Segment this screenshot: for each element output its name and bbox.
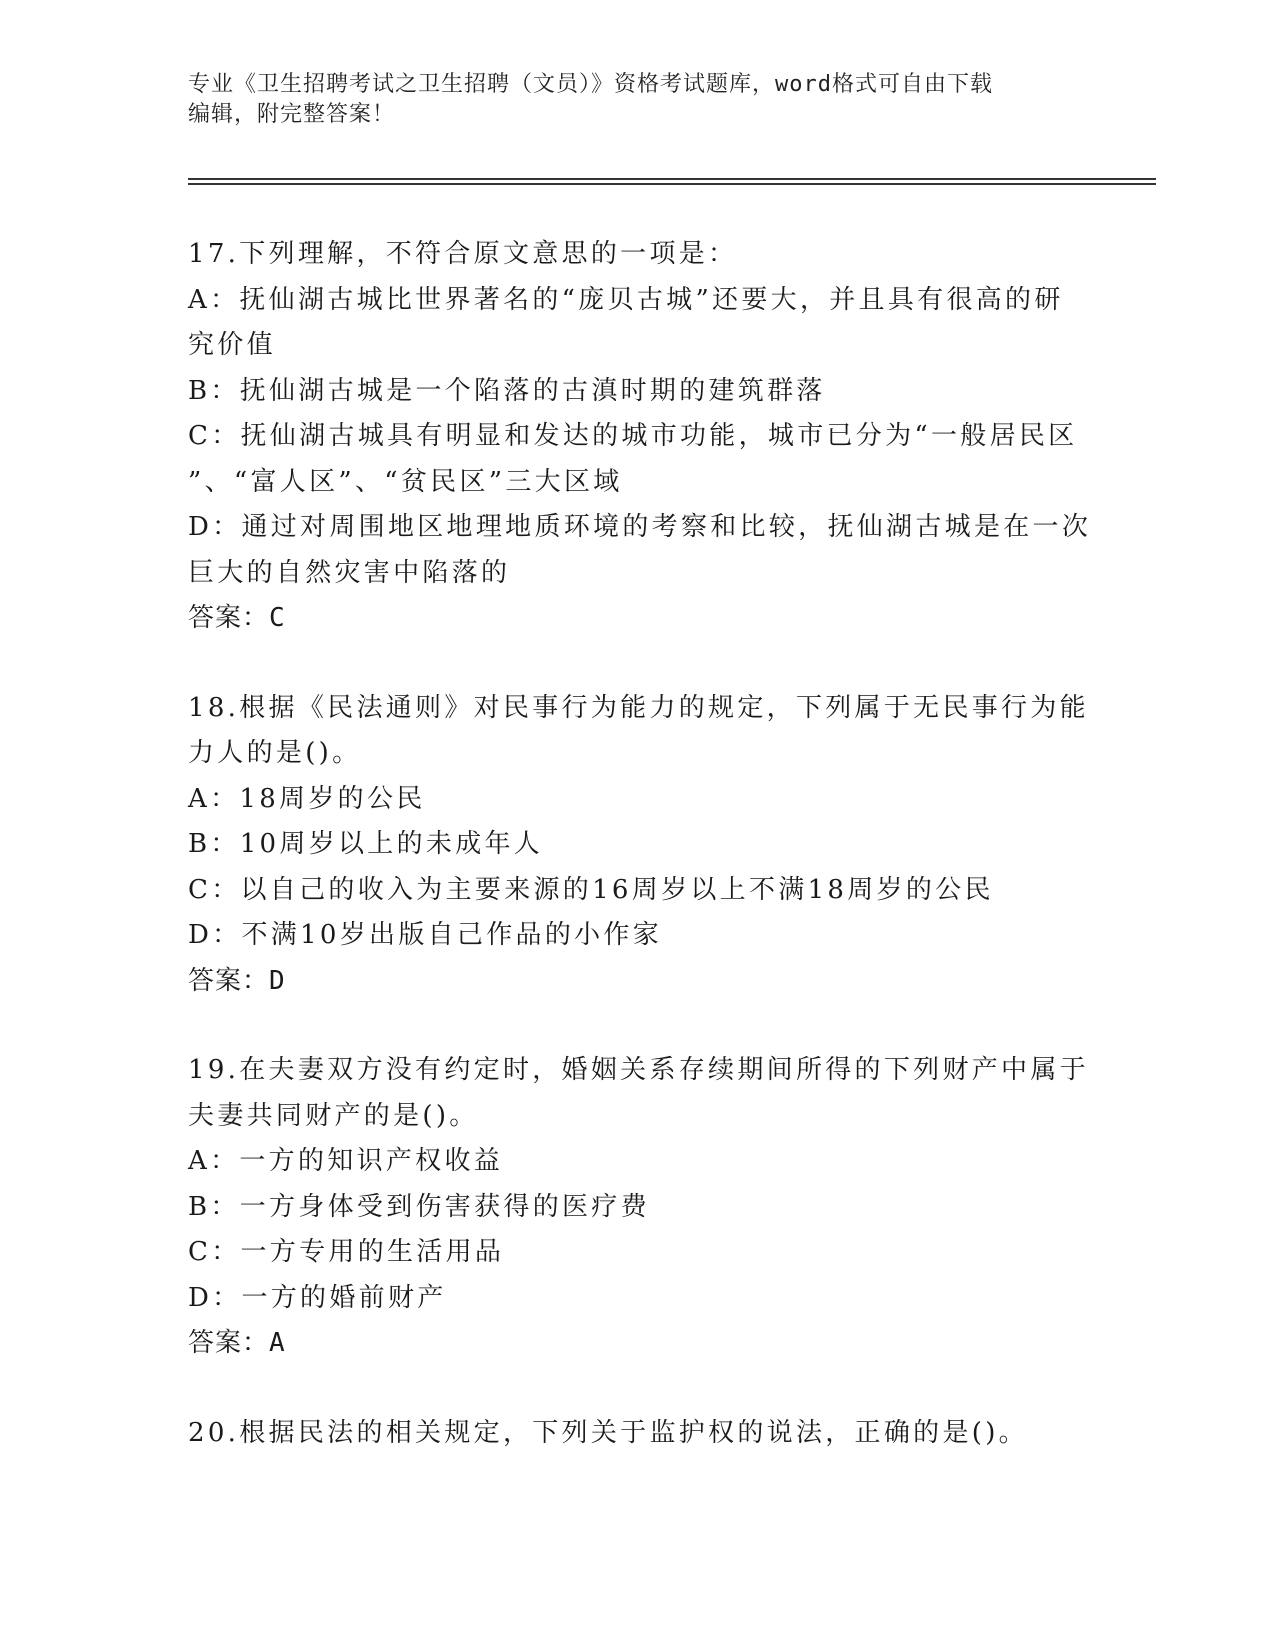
question-line: 17.下列理解，不符合原文意思的一项是： (188, 239, 738, 269)
question-line: B：一方身体受到伤害获得的医疗费 (188, 1191, 650, 1222)
question-line: ”、“富人区”、“贫民区”三大区域 (188, 466, 623, 497)
question-line: C：一方专用的生活用品 (188, 1237, 505, 1267)
question-line: 18.根据《民法通则》对民事行为能力的规定，下列属于无民事行为能 (188, 692, 1089, 723)
question-block (188, 686, 1088, 1005)
question-line: 究价值 (188, 330, 276, 360)
answer-line: 答案：D (188, 965, 286, 996)
question-line: 夫妻共同财产的是()。 (188, 1100, 479, 1131)
question-block (188, 232, 1092, 642)
question-line: D：不满10岁出版自己作品的小作家 (188, 920, 663, 950)
question-list (188, 232, 1092, 1500)
question-block (188, 1048, 1088, 1367)
question-line: 力人的是()。 (188, 738, 362, 768)
question-line: A：抚仙湖古城比世界著名的“庞贝古城”还要大，并且具有很高的研 (188, 284, 1064, 315)
document-header (188, 70, 1068, 130)
question-line: C：抚仙湖古城具有明显和发达的城市功能，城市已分为“一般居民区 (188, 421, 1078, 451)
question-line: A：一方的知识产权收益 (188, 1146, 504, 1176)
answer-line: 答案：C (188, 603, 286, 633)
header-rule-bottom (188, 183, 1156, 185)
question-line: A：18周岁的公民 (188, 783, 426, 814)
header-line-2: 编辑，附完整答案！ (188, 102, 396, 127)
question-block (188, 1411, 1088, 1457)
question-line: 20.根据民法的相关规定，下列关于监护权的说法，正确的是()。 (188, 1417, 1028, 1448)
question-line: C：以自己的收入为主要来源的16周岁以上不满18周岁的公民 (188, 874, 994, 905)
question-line: 巨大的自然灾害中陷落的 (188, 557, 511, 588)
question-line: B：抚仙湖古城是一个陷落的古滇时期的建筑群落 (188, 375, 826, 406)
question-line: 19.在夫妻双方没有约定时，婚姻关系存续期间所得的下列财产中属于 (188, 1055, 1089, 1085)
question-line: D：通过对周围地区地理地质环境的考察和比较，抚仙湖古城是在一次 (188, 512, 1092, 542)
question-line: B：10周岁以上的未成年人 (188, 829, 544, 859)
header-line-1: 专业《卫生招聘考试之卫生招聘（文员）》资格考试题库，word格式可自由下载 (188, 72, 993, 97)
answer-line: 答案：A (188, 1328, 286, 1358)
question-line: D：一方的婚前财产 (188, 1282, 447, 1313)
header-rule-top (188, 178, 1156, 180)
